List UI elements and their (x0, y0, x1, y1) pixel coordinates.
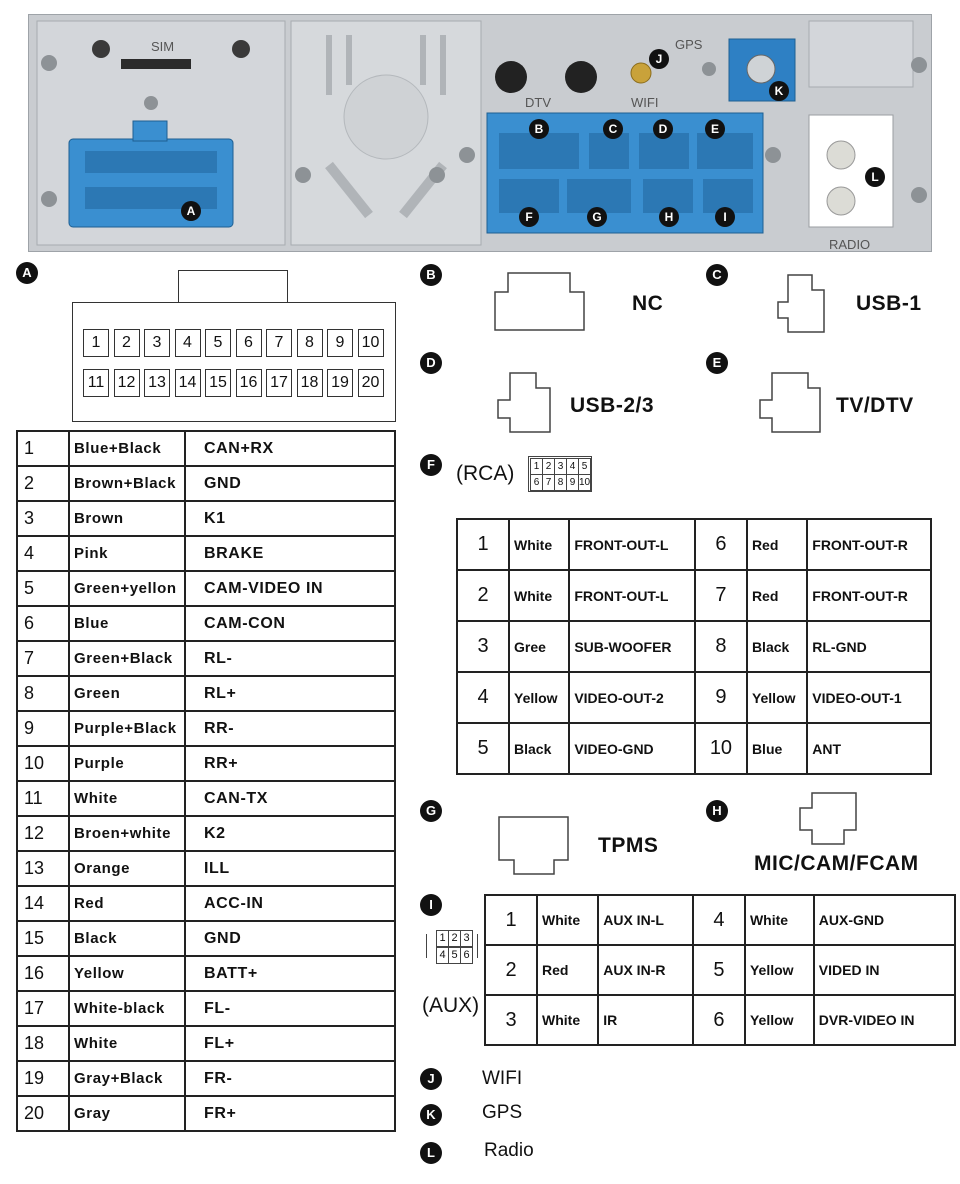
photo-badge-d: D (653, 119, 673, 139)
pin-number-cell: 9 (695, 672, 747, 723)
wire-color-cell: Yellow (745, 945, 814, 995)
connector-i-outline (426, 934, 478, 958)
connector-e-outline (758, 372, 822, 434)
wire-color-cell: White-black (69, 991, 185, 1026)
photo-badge-i: I (715, 207, 735, 227)
table-row (457, 723, 931, 774)
signal-cell: BATT+ (185, 956, 395, 991)
pin-number-cell: 5 (693, 945, 745, 995)
dtv-label: DTV (525, 95, 551, 110)
section-i-label: (AUX) (422, 994, 480, 1017)
pin-number-cell: 15 (17, 921, 69, 956)
signal-cell: GND (185, 921, 395, 956)
signal-cell: AUX-GND (814, 895, 955, 945)
section-d-badge: D (420, 352, 442, 374)
radio-photo-label: RADIO (829, 237, 871, 252)
signal-cell: FR+ (185, 1096, 395, 1131)
signal-cell: FL+ (185, 1026, 395, 1061)
connector-a-pin: 16 (236, 369, 262, 397)
section-k-badge: K (420, 1104, 442, 1126)
signal-cell: GND (185, 466, 395, 501)
table-row (17, 746, 395, 781)
wire-color-cell: Black (747, 621, 807, 672)
section-j-label: WIFI (482, 1068, 523, 1089)
wire-color-cell: White (69, 781, 185, 816)
photo-badge-a: A (181, 201, 201, 221)
section-d-label: USB-2/3 (570, 394, 655, 417)
connector-c-outline (776, 274, 826, 334)
connector-a-pin: 15 (205, 369, 231, 397)
connector-f-pin: 2 (542, 458, 555, 475)
connector-i-pin: 6 (460, 947, 473, 964)
wire-color-cell: Yellow (509, 672, 569, 723)
wire-color-cell: Green+Black (69, 641, 185, 676)
signal-cell: VIDEO-OUT-2 (569, 672, 695, 723)
pin-number-cell: 6 (695, 519, 747, 570)
connector-a-pin: 3 (144, 329, 170, 357)
pin-number-cell: 2 (485, 945, 537, 995)
table-row (17, 536, 395, 571)
signal-cell: ILL (185, 851, 395, 886)
signal-cell: CAM-VIDEO IN (185, 571, 395, 606)
wire-color-cell: Blue+Black (69, 431, 185, 466)
connector-a-pin: 9 (327, 329, 353, 357)
table-row (17, 991, 395, 1026)
pin-number-cell: 1 (17, 431, 69, 466)
wire-color-cell: Yellow (747, 672, 807, 723)
pin-number-cell: 4 (17, 536, 69, 571)
wire-color-cell: Broen+white (69, 816, 185, 851)
connector-i-pin: 3 (460, 930, 473, 947)
wire-color-cell: Black (509, 723, 569, 774)
table-row (457, 519, 931, 570)
photo-badge-c: C (603, 119, 623, 139)
table-row (17, 711, 395, 746)
pin-number-cell: 4 (693, 895, 745, 945)
section-l-badge: L (420, 1142, 442, 1164)
harness-a-table (16, 430, 396, 1132)
section-e-label: TV/DTV (836, 394, 914, 417)
wire-color-cell: Green (69, 676, 185, 711)
connector-a-pin: 4 (175, 329, 201, 357)
wire-color-cell: Red (747, 570, 807, 621)
pin-number-cell: 11 (17, 781, 69, 816)
wire-color-cell: Red (537, 945, 598, 995)
signal-cell: SUB-WOOFER (569, 621, 695, 672)
section-e-badge: E (706, 352, 728, 374)
signal-cell: K2 (185, 816, 395, 851)
section-c-label: USB-1 (856, 292, 922, 315)
table-row (17, 1096, 395, 1131)
connector-a-pin: 10 (358, 329, 384, 357)
section-b-badge: B (420, 264, 442, 286)
signal-cell: FRONT-OUT-L (569, 519, 695, 570)
connector-f-pin: 4 (566, 458, 579, 475)
signal-cell: VIDEO-GND (569, 723, 695, 774)
signal-cell: RL- (185, 641, 395, 676)
table-row (457, 621, 931, 672)
wire-color-cell: White (69, 1026, 185, 1061)
wire-color-cell: Yellow (69, 956, 185, 991)
section-h-badge: H (706, 800, 728, 822)
head-unit-rear-photo (28, 14, 932, 252)
section-h-label: MIC/CAM/FCAM (754, 852, 919, 875)
connector-f-pin: 8 (554, 474, 567, 491)
connector-a-pin: 18 (297, 369, 323, 397)
photo-badge-j: J (649, 49, 669, 69)
connector-a-pin: 6 (236, 329, 262, 357)
pin-number-cell: 9 (17, 711, 69, 746)
pin-number-cell: 2 (457, 570, 509, 621)
signal-cell: IR (598, 995, 693, 1045)
pin-number-cell: 7 (17, 641, 69, 676)
wire-color-cell: Orange (69, 851, 185, 886)
table-row (17, 641, 395, 676)
pin-number-cell: 6 (17, 606, 69, 641)
photo-badge-k: K (769, 81, 789, 101)
connector-a-pin: 2 (114, 329, 140, 357)
connector-a-pin: 19 (327, 369, 353, 397)
connector-a-pin: 17 (266, 369, 292, 397)
connector-a-pin: 7 (266, 329, 292, 357)
section-j-badge: J (420, 1068, 442, 1090)
connector-a-pin: 1 (83, 329, 109, 357)
signal-cell: CAN+RX (185, 431, 395, 466)
table-row (17, 466, 395, 501)
signal-cell: RL-GND (807, 621, 931, 672)
connector-i-pin: 5 (448, 947, 461, 964)
signal-cell: FL- (185, 991, 395, 1026)
wire-color-cell: Blue (747, 723, 807, 774)
wire-color-cell: White (537, 895, 598, 945)
section-g-label: TPMS (598, 834, 659, 857)
photo-badge-h: H (659, 207, 679, 227)
table-row (17, 676, 395, 711)
section-a-badge: A (16, 262, 38, 284)
pin-number-cell: 14 (17, 886, 69, 921)
table-row (485, 945, 955, 995)
aux-i-table (484, 894, 956, 1046)
wire-color-cell: Purple+Black (69, 711, 185, 746)
sim-label: SIM (151, 39, 175, 54)
pin-number-cell: 17 (17, 991, 69, 1026)
connector-a-pin: 11 (83, 369, 109, 397)
photo-badge-b: B (529, 119, 549, 139)
connector-a-pin: 8 (297, 329, 323, 357)
signal-cell: FR- (185, 1061, 395, 1096)
table-row (17, 571, 395, 606)
table-row (457, 672, 931, 723)
signal-cell: K1 (185, 501, 395, 536)
signal-cell: FRONT-OUT-L (569, 570, 695, 621)
pin-number-cell: 8 (17, 676, 69, 711)
connector-i-pinout (426, 928, 476, 966)
connector-f-pin: 6 (530, 474, 543, 491)
pin-number-cell: 1 (485, 895, 537, 945)
wire-color-cell: White (509, 519, 569, 570)
pin-number-cell: 19 (17, 1061, 69, 1096)
pin-number-cell: 10 (695, 723, 747, 774)
table-row (17, 1026, 395, 1061)
signal-cell: CAN-TX (185, 781, 395, 816)
table-row (17, 606, 395, 641)
table-row (485, 895, 955, 945)
connector-f-pinout (528, 456, 592, 492)
connector-a-pin: 20 (358, 369, 384, 397)
pin-number-cell: 12 (17, 816, 69, 851)
table-row (485, 995, 955, 1045)
connector-f-pin: 7 (542, 474, 555, 491)
connector-a-pin: 5 (205, 329, 231, 357)
section-f-label: (RCA) (456, 462, 515, 485)
table-row (17, 956, 395, 991)
wire-color-cell: Yellow (745, 995, 814, 1045)
connector-i-pin: 2 (448, 930, 461, 947)
signal-cell: VIDEO-OUT-1 (807, 672, 931, 723)
connector-a-pin: 13 (144, 369, 170, 397)
connector-f-pin: 9 (566, 474, 579, 491)
section-i-badge: I (420, 894, 442, 916)
signal-cell: AUX IN-L (598, 895, 693, 945)
connector-a-tab (178, 270, 288, 305)
table-row (17, 501, 395, 536)
pin-number-cell: 3 (457, 621, 509, 672)
section-k-label: GPS (482, 1102, 523, 1123)
table-row (17, 431, 395, 466)
connector-a-pin: 12 (114, 369, 140, 397)
section-g-badge: G (420, 800, 442, 822)
signal-cell: FRONT-OUT-R (807, 519, 931, 570)
signal-cell: BRAKE (185, 536, 395, 571)
section-f-badge: F (420, 454, 442, 476)
wire-color-cell: Red (69, 886, 185, 921)
table-row (17, 816, 395, 851)
wire-color-cell: White (745, 895, 814, 945)
wire-color-cell: Blue (69, 606, 185, 641)
wire-color-cell: Brown (69, 501, 185, 536)
pin-number-cell: 1 (457, 519, 509, 570)
connector-f-pin: 3 (554, 458, 567, 475)
signal-cell: RR- (185, 711, 395, 746)
connector-b-outline (494, 272, 586, 332)
pin-number-cell: 3 (485, 995, 537, 1045)
signal-cell: RR+ (185, 746, 395, 781)
connector-f-pin: 1 (530, 458, 543, 475)
photo-badge-l: L (865, 167, 885, 187)
pin-number-cell: 16 (17, 956, 69, 991)
connector-f-pin: 10 (578, 474, 591, 491)
section-l-label: Radio (484, 1140, 534, 1161)
wifi-photo-label: WIFI (631, 95, 659, 110)
pin-number-cell: 5 (17, 571, 69, 606)
signal-cell: FRONT-OUT-R (807, 570, 931, 621)
pin-number-cell: 3 (17, 501, 69, 536)
section-c-badge: C (706, 264, 728, 286)
signal-cell: DVR-VIDEO IN (814, 995, 955, 1045)
connector-i-pin: 1 (436, 930, 449, 947)
connector-a-pin: 14 (175, 369, 201, 397)
connector-g-outline (498, 816, 570, 876)
pin-number-cell: 7 (695, 570, 747, 621)
connector-a-diagram (72, 302, 396, 422)
connector-d-outline (496, 372, 552, 434)
wire-color-cell: Gray (69, 1096, 185, 1131)
pin-number-cell: 4 (457, 672, 509, 723)
pin-number-cell: 2 (17, 466, 69, 501)
wire-color-cell: Red (747, 519, 807, 570)
connector-f-pin: 5 (578, 458, 591, 475)
wire-color-cell: Pink (69, 536, 185, 571)
wire-color-cell: Purple (69, 746, 185, 781)
wire-color-cell: White (509, 570, 569, 621)
rca-f-table (456, 518, 932, 775)
table-row (17, 921, 395, 956)
pin-number-cell: 8 (695, 621, 747, 672)
pin-number-cell: 6 (693, 995, 745, 1045)
pin-number-cell: 13 (17, 851, 69, 886)
connector-h-outline (798, 792, 862, 846)
wire-color-cell: Black (69, 921, 185, 956)
wire-color-cell: Green+yellon (69, 571, 185, 606)
signal-cell: RL+ (185, 676, 395, 711)
photo-badge-g: G (587, 207, 607, 227)
signal-cell: CAM-CON (185, 606, 395, 641)
photo-badge-e: E (705, 119, 725, 139)
signal-cell: ANT (807, 723, 931, 774)
signal-cell: ACC-IN (185, 886, 395, 921)
pin-number-cell: 10 (17, 746, 69, 781)
table-row (17, 886, 395, 921)
wire-color-cell: Gray+Black (69, 1061, 185, 1096)
wire-color-cell: White (537, 995, 598, 1045)
photo-badge-f: F (519, 207, 539, 227)
signal-cell: VIDED IN (814, 945, 955, 995)
table-row (17, 1061, 395, 1096)
gps-photo-label: GPS (675, 37, 703, 52)
pin-number-cell: 20 (17, 1096, 69, 1131)
wire-color-cell: Brown+Black (69, 466, 185, 501)
table-row (17, 851, 395, 886)
wire-color-cell: Gree (509, 621, 569, 672)
signal-cell: AUX IN-R (598, 945, 693, 995)
pin-number-cell: 5 (457, 723, 509, 774)
table-row (17, 781, 395, 816)
table-row (457, 570, 931, 621)
section-b-label: NC (632, 292, 664, 315)
pin-number-cell: 18 (17, 1026, 69, 1061)
connector-i-pin: 4 (436, 947, 449, 964)
